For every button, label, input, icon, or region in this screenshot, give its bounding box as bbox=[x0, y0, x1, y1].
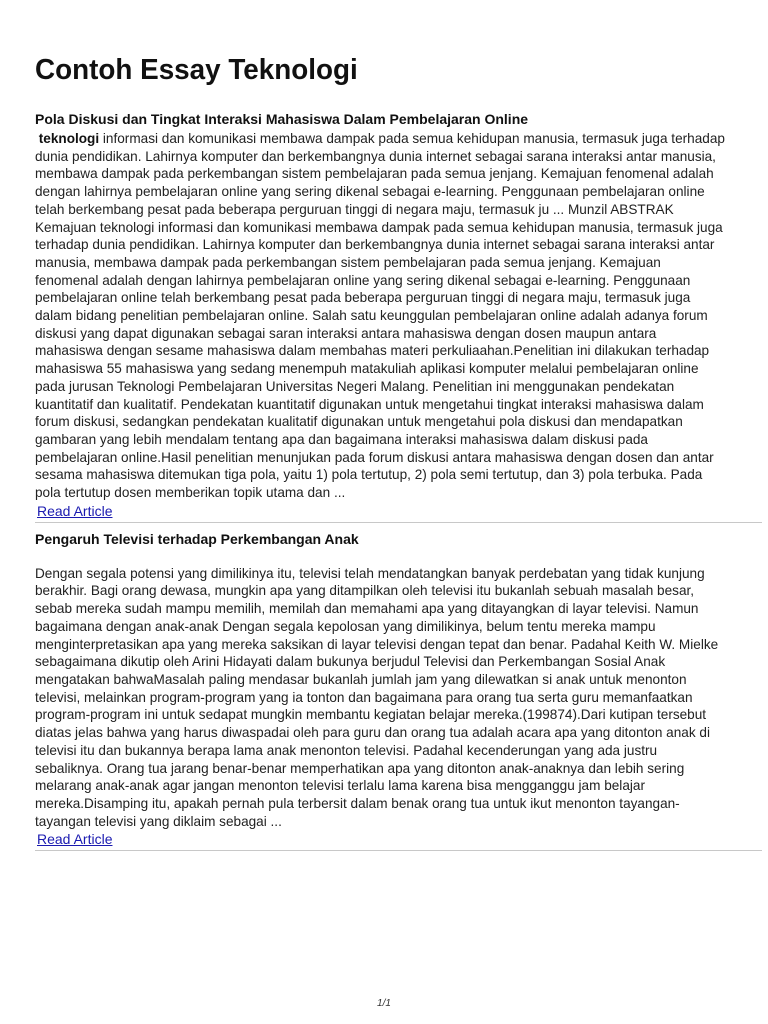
article-body-text: informasi dan komunikasi membawa dampak pada semua kehidupan manusia, termasuk juga terhadap dunia pendidikan. Lahirnya komputer dan berkembangnya dunia internet sebagai sarana interaksi antar manusia, membawa dampak pada perkembangan sistem pembelajaran pada semua jenjang. Kemajuan fenomenal adalah dengan lahirnya pembelajaran online yang sering dikenal sebagai e-learning. Penggunaan pembelajaran online telah berkembang pesat pada beberapa perguruan tinggi di negara maju, termasuk ju ... Munzil ABSTRAK Kemajuan teknologi informasi dan komunikasi membawa dampak pada semua kehidupan manusia, termasuk juga terhadap dunia pendidikan. Lahirnya komputer dan berkembangnya dunia internet sebagai sarana interaksi antar manusia, membawa dampak pada perkembangan sistem pembelajaran pada semua jenjang. Kemajuan fenomenal adalah dengan lahirnya pembelajaran online yang sering dikenal sebagai e-learning. Penggunaan pembelajaran online telah berkembang pesat pada beberapa perguruan tinggi di negara maju, termasuk juga dalam bidang penelitian pembelajaran online. Salah satu keunggulan pembelajaran online adalah adanya forum diskusi yang dapat digunakan sebagai saran interaksi antara mahasiswa dengan dosen maupun antara mahasiswa dengan sesame mahasiswa dalam membahas materi perkuliaahan.Penelitian ini dilakukan terhadap mahasiswa 55 mahasiswa yang sedang menempuh matakuliah aplikasi komputer melalui pembelajaran online pada jurusan Teknologi Pembelajaran Universitas Negeri Malang. Penelitian ini menggunakan pendekatan kuantitatif dan kualitatif. Pendekatan kuantitatif digunakan untuk mengetahui tingkat interaksi mahasiswa dalam forum diskusi, sedangkan pendekatan kualitatif digunakan untuk mengetahui pola diskusi dan mendapatkan gambaran yang lebih mendalam tentang apa dan bagaimana interaksi mahasiswa dalam diskusi pada pembelajaran online.Hasil penelitian menunjukan pada forum diskusi antara mahasiswa dengan dosen dan antar sesama mahasiswa ditemukan tiga pola, yaitu 1) pola tertutup, 2) pola semi tertutup, dan 3) pola terbuka. Pada pola tertutup dosen memberikan topik utama dan ... bbox=[35, 130, 725, 501]
document-page bbox=[35, 52, 731, 851]
page-number: 1/1 bbox=[377, 998, 391, 1009]
article-divider bbox=[35, 850, 762, 851]
read-article-link[interactable]: Read Article bbox=[37, 502, 113, 519]
page-title: Contoh Essay Teknologi bbox=[35, 54, 358, 86]
article-body: Dengan segala potensi yang dimilikinya itu, televisi telah mendatangkan banyak perdebatan yang tidak kunjung berakhir. Bagi orang dewasa, mungkin apa yang ditampilkan oleh televisi itu bukanlah sebuah masalah besar, sebab mereka sudah mampu memilih, memilah dan memahami apa yang ditayangkan di layar televisi. Namun bagaimana dengan anak-anak Dengan segala kepolosan yang dimilikinya, belum tentu mereka mampu menginterpretasikan apa yang mereka saksikan di layar televisi dengan tepat dan benar. Padahal Keith W. Mielke sebagaimana dikutip oleh Arini Hidayati dalam bukunya berjudul Televisi dan Perkembangan Sosial Anak mengatakan bahwaMasalah paling mendasar bukanlah jumlah jam yang dilewatkan si anak untuk menonton televisi, melainkan program-program yang ia tonton dan bagaimana para orang tua serta guru memanfaatkan program-program ini untuk sedapat mungkin membantu kegiatan belajar mereka.(199874).Dari kutipan tersebut diatas jelas bahwa yang harus diwaspadai oleh para guru dan orang tua adalah acara apa yang ditonton anak di televisi itu dan bukannya berapa lama anak menonton televisi. Padahal kecenderungan yang ada justru sebaliknya. Orang tua jarang benar-benar memperhatikan apa yang ditonton anak-anaknya dan lebih sering melarang anak-anak agar jangan menonton televisi terlalu lama karena bisa mengganggu jam belajar mereka.Disamping itu, apakah pernah pula terbersit dalam benak orang tua untuk ikut menonton tayangan-tayangan televisi yang diklaim sebagai ... bbox=[35, 564, 719, 829]
article-online-learning bbox=[35, 111, 731, 523]
read-article-link[interactable]: Read Article bbox=[37, 831, 113, 848]
article-divider bbox=[35, 522, 762, 523]
article-title: Pola Diskusi dan Tingkat Interaksi Mahasiswa Dalam Pembelajaran Online bbox=[35, 111, 529, 127]
article-title: Pengaruh Televisi terhadap Perkembangan Anak bbox=[35, 530, 359, 547]
article-body bbox=[35, 130, 726, 502]
article-keyword: teknologi bbox=[38, 130, 100, 146]
article-television bbox=[35, 531, 731, 852]
